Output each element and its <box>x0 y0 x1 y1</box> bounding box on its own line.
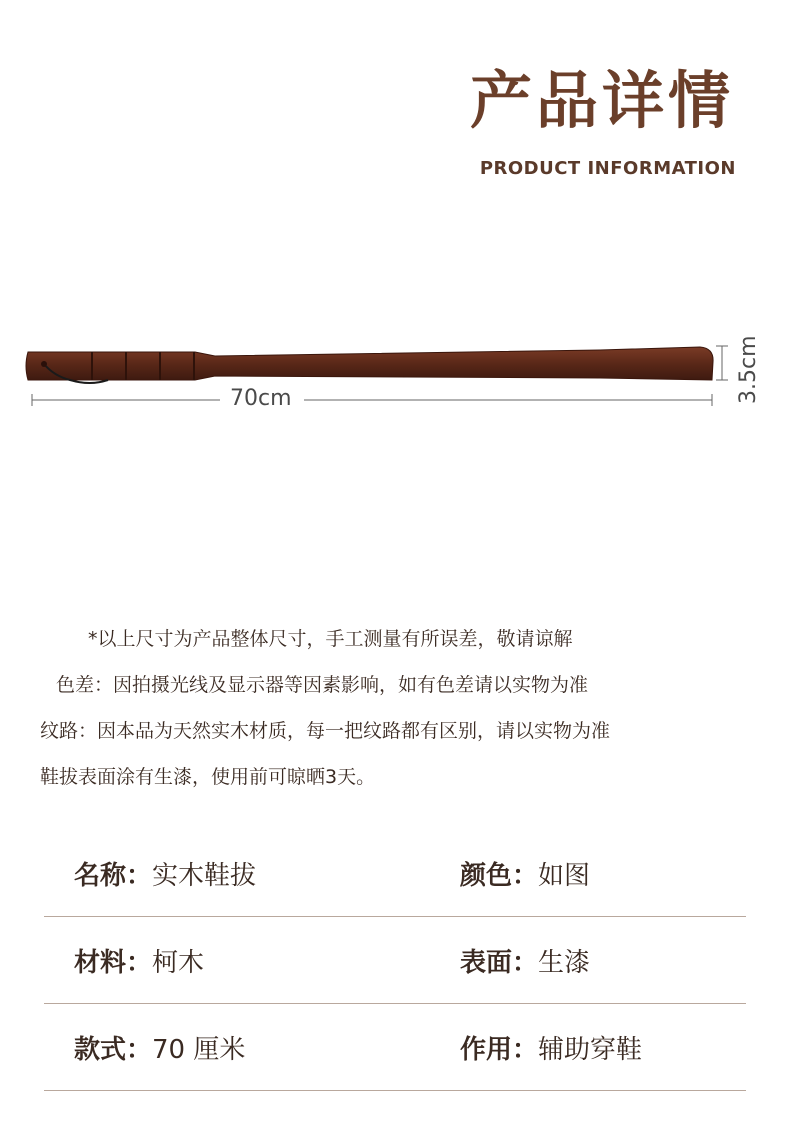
spec-row <box>44 917 746 1004</box>
spec-label: 表面： <box>460 947 539 978</box>
spec-value: 70 厘米 <box>152 1034 246 1065</box>
spec-value: 实木鞋拔 <box>152 860 257 891</box>
note-color: 色差：因拍摄光线及显示器等因素影响，如有色差请以实物为准 <box>56 674 589 696</box>
note-grain: 纹路：因本品为天然实木材质，每一把纹路都有区别，请以实物为准 <box>40 720 611 742</box>
spec-value: 如图 <box>538 860 591 891</box>
spec-value: 柯木 <box>152 947 205 978</box>
length-label: 70cm <box>224 386 298 411</box>
spec-label: 名称： <box>74 860 153 891</box>
spec-row <box>44 830 746 917</box>
note-lacquer: 鞋拔表面涂有生漆，使用前可晾晒3天。 <box>40 766 376 788</box>
spec-color <box>360 855 746 892</box>
spec-label: 款式： <box>74 1034 153 1065</box>
spec-label: 作用： <box>460 1034 539 1065</box>
page-subtitle: PRODUCT INFORMATION <box>479 158 736 179</box>
page-title: 产品详情 <box>469 64 734 137</box>
spec-style <box>44 1029 360 1066</box>
notes-section <box>40 616 760 800</box>
spec-label: 材料： <box>74 947 153 978</box>
spec-function <box>360 1029 746 1066</box>
note-size: *以上尺寸为产品整体尺寸，手工测量有所误差，敬请谅解 <box>88 628 573 650</box>
width-label: 3.5cm <box>736 335 761 404</box>
spec-surface <box>360 942 746 979</box>
spec-table <box>44 830 746 1091</box>
shoehorn-image <box>0 320 790 420</box>
spec-row <box>44 1004 746 1091</box>
spec-material <box>44 942 360 979</box>
spec-name <box>44 855 360 892</box>
spec-value: 生漆 <box>538 947 591 978</box>
spec-value: 辅助穿鞋 <box>538 1034 643 1065</box>
spec-label: 颜色： <box>460 860 539 891</box>
